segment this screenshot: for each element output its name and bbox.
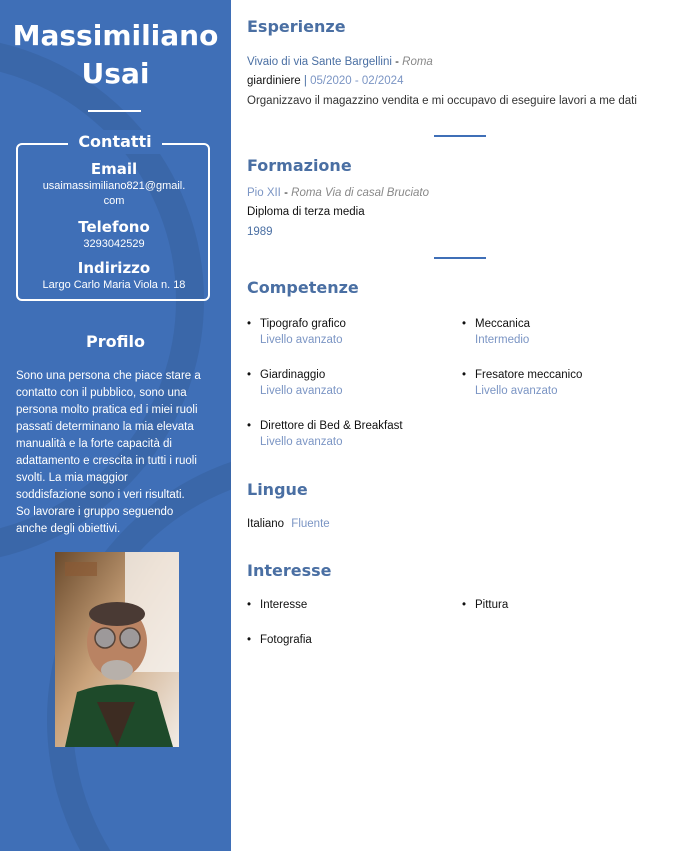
education-year: 1989 <box>247 226 273 238</box>
section-title-lingue: Lingue <box>247 480 308 499</box>
candidate-name <box>0 17 231 93</box>
bullet-icon: • <box>462 369 467 381</box>
skill-label: Fresatore meccanico <box>475 369 583 381</box>
email-value-line1[interactable]: usaimassimiliano821@gmail. <box>42 180 186 192</box>
profile-line: Sono una persona che piace stare a <box>16 370 201 382</box>
interest-label: Fotografia <box>260 634 312 646</box>
section-divider <box>434 257 486 259</box>
interest-label: Interesse <box>260 599 308 611</box>
last-name: Usai <box>81 57 150 90</box>
phone-value[interactable]: 3293042529 <box>83 238 145 250</box>
language-level: Fluente <box>291 518 330 530</box>
skill-level: Intermedio <box>475 334 530 346</box>
section-title-interesse: Interesse <box>247 561 332 580</box>
name-divider <box>88 110 141 112</box>
profile-line: passati determinano la mia elevata <box>16 421 194 433</box>
phone-block <box>16 218 212 252</box>
profile-line: adattamento e crescita in tutti i ruoli <box>16 455 197 467</box>
education-school: Pio XII <box>247 187 281 199</box>
profile-photo <box>55 552 179 747</box>
phone-label: Telefono <box>78 218 150 236</box>
profile-line: anche degli obiettivi. <box>16 523 121 535</box>
language-line <box>247 516 330 532</box>
profile-line: manualità e la forte capacità di <box>16 438 172 450</box>
sidebar <box>0 0 231 851</box>
address-value: Largo Carlo Maria Viola n. 18 <box>42 279 186 291</box>
experience-city: Roma <box>402 56 433 68</box>
address-block <box>16 259 212 293</box>
section-title-competenze: Competenze <box>247 278 359 297</box>
bullet-icon: • <box>247 369 252 381</box>
experience-role-line <box>247 73 403 89</box>
email-label: Email <box>90 160 138 178</box>
photo-illustration <box>55 552 179 747</box>
bullet-icon: • <box>247 599 252 611</box>
email-value-line2[interactable]: com <box>103 195 125 207</box>
section-title-esperienze: Esperienze <box>247 17 346 36</box>
profile-line: So lavorare i gruppo seguendo <box>16 506 174 518</box>
contacts-title: Contatti <box>68 130 162 154</box>
bullet-icon: • <box>462 599 467 611</box>
profile-text <box>16 368 216 538</box>
separator: - <box>284 187 288 199</box>
skill-label: Giardinaggio <box>260 369 326 381</box>
profile-line: svolti. La mia maggior <box>16 472 128 484</box>
experience-header <box>247 54 433 70</box>
bullet-icon: • <box>247 318 252 330</box>
bullet-icon: • <box>247 420 252 432</box>
education-header <box>247 185 429 201</box>
skill-level: Livello avanzato <box>260 385 343 397</box>
bullet-icon: • <box>247 634 252 646</box>
skill-label: Direttore di Bed & Breakfast <box>260 420 403 432</box>
section-divider <box>434 135 486 137</box>
skill-level: Livello avanzato <box>260 436 343 448</box>
section-title-formazione: Formazione <box>247 156 352 175</box>
first-name: Massimiliano <box>12 19 219 52</box>
address-label: Indirizzo <box>77 259 151 277</box>
bullet-icon: • <box>462 318 467 330</box>
profile-line: soddisfazione sono i veri risultati. <box>16 489 185 501</box>
skill-level: Livello avanzato <box>260 334 343 346</box>
profile-line: contatto con il pubblico, sono una <box>16 387 187 399</box>
education-degree: Diploma di terza media <box>247 206 365 218</box>
pipe-separator: | <box>303 75 307 87</box>
language-name: Italiano <box>247 518 285 530</box>
interest-label: Pittura <box>475 599 509 611</box>
skill-label: Tipografo grafico <box>260 318 346 330</box>
profile-line: persona molto pratica ed i miei ruoli <box>16 404 198 416</box>
separator: - <box>395 56 399 68</box>
email-block <box>16 160 212 209</box>
experience-company: Vivaio di via Sante Bargellini <box>247 56 392 68</box>
experience-role: giardiniere <box>247 75 301 87</box>
education-location: Roma Via di casal Bruciato <box>291 187 429 199</box>
skill-label: Meccanica <box>475 318 530 330</box>
profile-title: Profilo <box>86 332 145 351</box>
experience-period: 05/2020 - 02/2024 <box>310 75 404 87</box>
skill-level: Livello avanzato <box>475 385 558 397</box>
experience-description: Organizzavo il magazzino vendita e mi occupavo di eseguire lavori a me dati <box>247 95 637 107</box>
